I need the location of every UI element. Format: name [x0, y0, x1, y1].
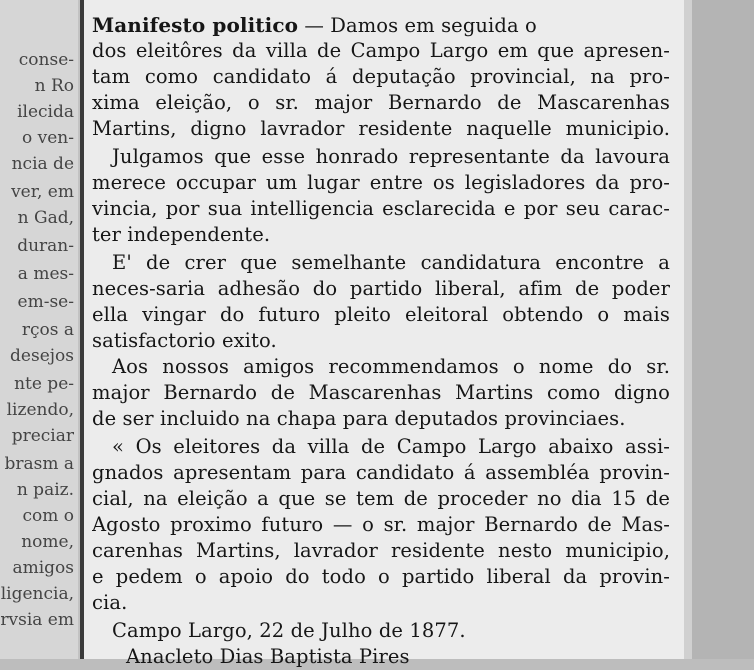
article-line: ella vingar do futuro pleito eleitoral obtendo o mais — [92, 303, 670, 326]
column-fragment: amigos — [12, 558, 74, 578]
column-fragment: rços a — [21, 320, 74, 340]
article-line: carenhas Martins, lavrador residente nesto municipio, — [92, 539, 670, 562]
article-line: Martins, digno lavrador residente naquelle municipio. — [92, 117, 670, 140]
column-fragment: n paiz. — [16, 480, 74, 500]
column-fragment: com o — [22, 506, 74, 526]
article-line: gnados apresentam para candidato á assembléa provin- — [92, 461, 670, 484]
column-fragment: conse- — [18, 50, 74, 70]
article-line: cial, na eleição a que se tem de proceder no dia 15 de — [92, 487, 670, 510]
column-fragment: duran- — [17, 236, 74, 256]
page-margin — [684, 0, 754, 659]
column-fragment: o ven- — [22, 128, 74, 148]
column-fragment: ilecida — [17, 102, 74, 122]
article-line: vincia, por sua intelligencia esclarecida e por seu carac- — [92, 197, 670, 220]
article-line: ter independente. — [92, 223, 271, 246]
article-line: dos eleitôres da villa de Campo Largo em que apresen- — [92, 39, 670, 62]
article-line: e pedem o apoio do todo o partido liberal da provin- — [92, 565, 670, 588]
column-fragment: a mes- — [17, 264, 74, 284]
column-fragment: n Gad, — [17, 208, 74, 228]
article-line: E' de crer que semelhante candidatura encontre a — [112, 251, 670, 274]
article-line: satisfactorio exito. — [92, 329, 277, 352]
article-signature: Anacleto Dias Baptista Pires — [126, 645, 410, 668]
article-line: Julgamos que esse honrado representante da lavoura — [112, 145, 670, 168]
article-heading: Manifesto politico — [92, 13, 299, 37]
article-line: major Bernardo de Mascarenhas Martins como digno — [92, 381, 670, 404]
column-fragment: ncia de — [11, 154, 74, 174]
article-line — [92, 12, 670, 39]
article-dateline: Campo Largo, 22 de Julho de 1877. — [112, 619, 466, 642]
article-line: de ser incluido na chapa para deputados provinciaes. — [92, 407, 626, 430]
column-fragment: nome, — [21, 532, 74, 552]
article-line: « Os eleitores da villa de Campo Largo abaixo assi- — [112, 435, 670, 458]
column-fragment: nte pe- — [14, 374, 74, 394]
adjacent-column — [0, 0, 78, 659]
article-line: tam como candidato á deputação provincial, na pro- — [92, 65, 670, 88]
heading-continuation: — Damos em seguida o — [298, 14, 537, 37]
column-fragment: desejos — [10, 346, 74, 366]
column-fragment: rvsia em — [0, 610, 74, 630]
article-line: Agosto proximo futuro — o sr. major Bernardo de Mas- — [92, 513, 670, 536]
column-fragment: em-se- — [17, 292, 74, 312]
column-fragment: n Ro — [34, 76, 74, 96]
article-line: xima eleição, o sr. major Bernardo de Mascarenhas — [92, 91, 670, 114]
article-line: Aos nossos amigos recommendamos o nome do sr. — [112, 355, 670, 378]
article-line: merece occupar um lugar entre os legisladores da pro- — [92, 171, 670, 194]
column-fragment: ligencia, — [0, 584, 74, 604]
column-fragment: ver, em — [11, 182, 74, 202]
article-line: neces-saria adhesão do partido liberal, afim de poder — [92, 277, 670, 300]
column-fragment: preciar — [11, 426, 74, 446]
column-fragment: brasm a — [4, 454, 74, 474]
article-line: cia. — [92, 591, 128, 614]
column-fragment: lizendo, — [6, 400, 74, 420]
